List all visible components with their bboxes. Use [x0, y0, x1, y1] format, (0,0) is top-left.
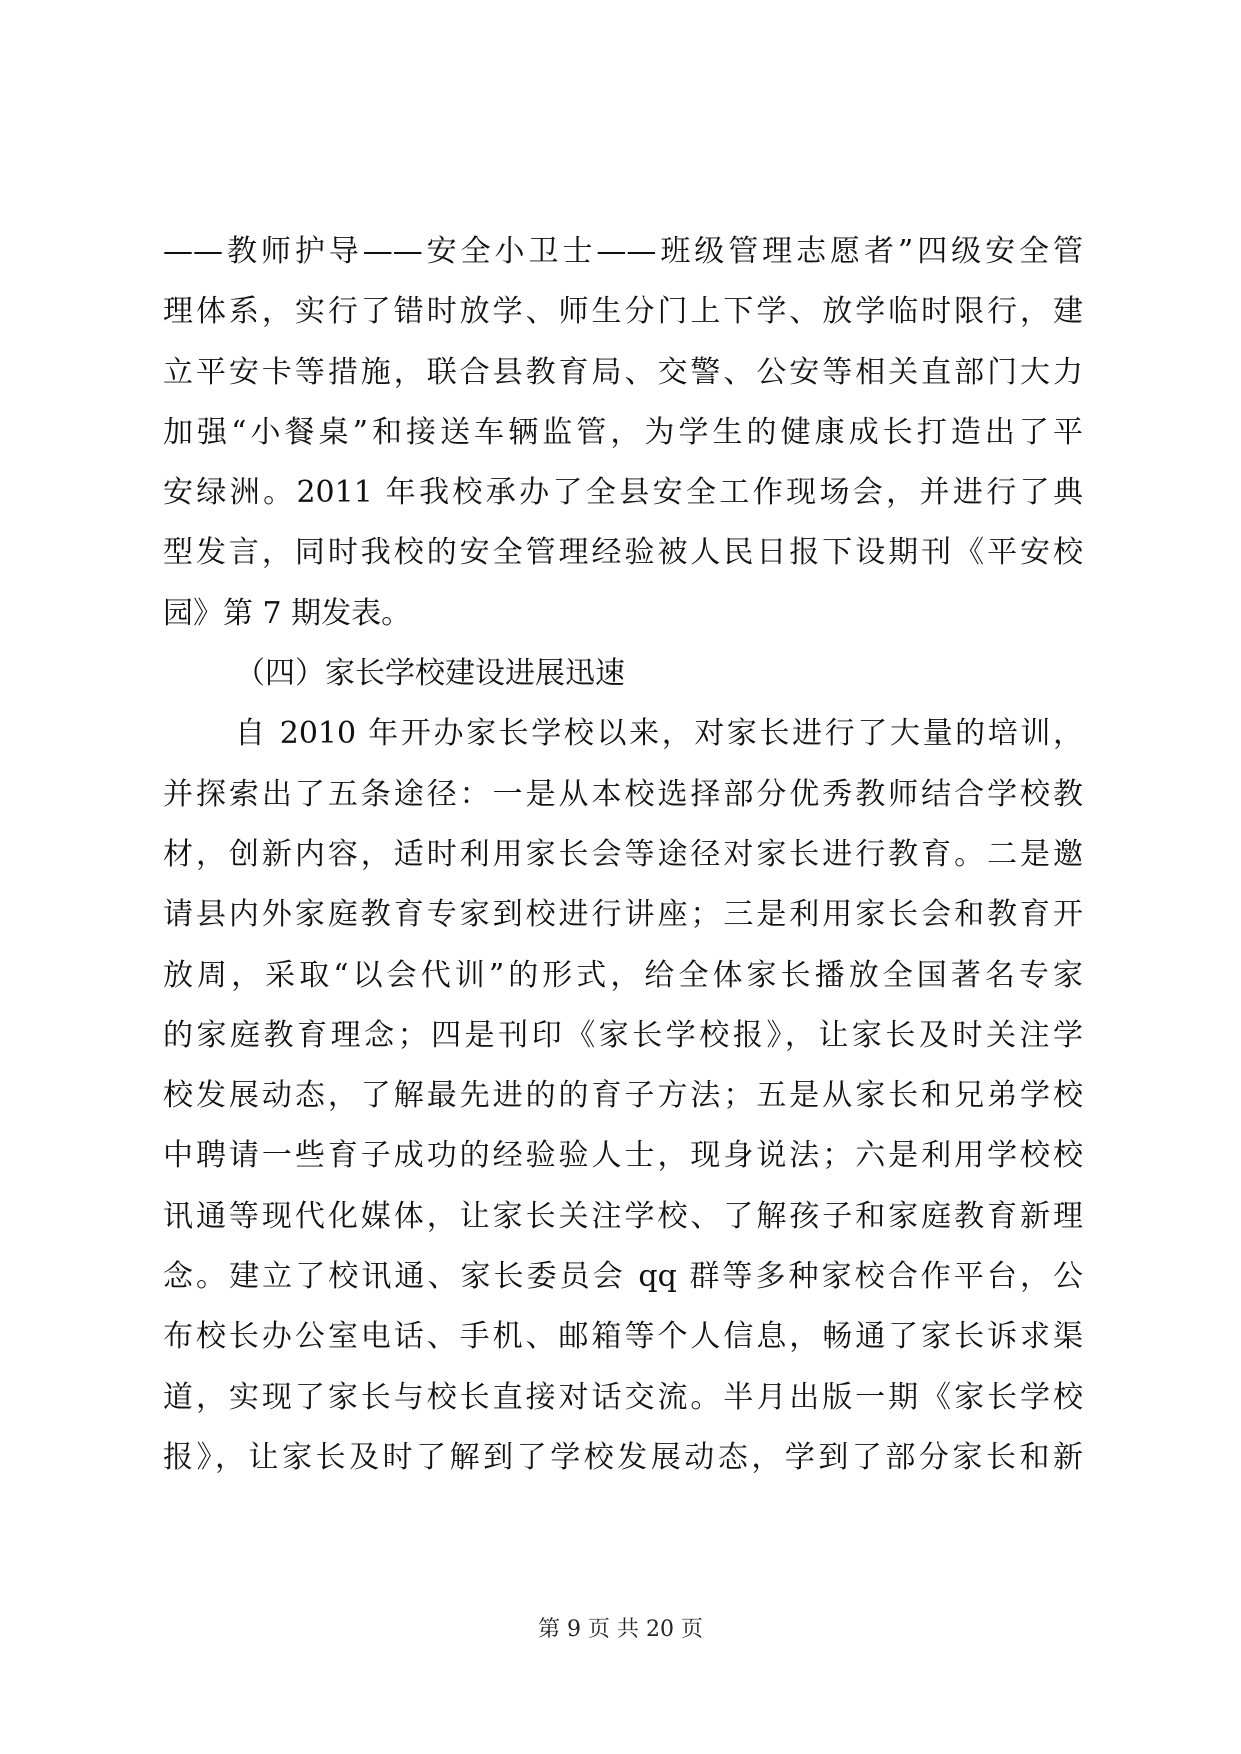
text-line: 安绿洲。2011 年我校承办了全县安全工作现场会，并进行了典 — [163, 475, 1083, 511]
text-line: 放周，采取“以会代训”的形式，给全体家长播放全国著名专家 — [163, 957, 1083, 993]
text-line: 校发展动态，了解最先进的的育子方法；五是从家长和兄弟学校 — [163, 1078, 1083, 1114]
text-line: 报》，让家长及时了解到了学校发展动态，学到了部分家长和新 — [163, 1439, 1083, 1475]
text-line: 中聘请一些育子成功的经验验人士，现身说法；六是利用学校校 — [163, 1138, 1083, 1174]
text-line: ——教师护导——安全小卫士——班级管理志愿者”四级安全管 — [163, 234, 1083, 269]
paragraph-first-line: 自 2010 年开办家长学校以来，对家长进行了大量的培训， — [235, 716, 1083, 752]
text-line: 讯通等现代化媒体，让家长关注学校、了解孩子和家庭教育新理 — [163, 1198, 1083, 1234]
text-line: 型发言，同时我校的安全管理经验被人民日报下设期刊《平安校 — [163, 535, 1083, 571]
text-line: 的家庭教育理念；四是刊印《家长学校报》，让家长及时关注学 — [163, 1017, 1083, 1053]
text-line: 园》第 7 期发表。 — [163, 595, 412, 631]
text-line: 加强“小餐桌”和接送车辆监管，为学生的健康成长打造出了平 — [163, 414, 1083, 450]
page-number-footer: 第 9 页 共 20 页 — [538, 1617, 703, 1642]
text-line: 立平安卡等措施，联合县教育局、交警、公安等相关直部门大力 — [163, 354, 1083, 390]
document-body — [163, 222, 1083, 1488]
text-line: 请县内外家庭教育专家到校进行讲座；三是利用家长会和教育开 — [163, 897, 1083, 933]
text-line: 道，实现了家长与校长直接对话交流。半月出版一期《家长学校 — [163, 1379, 1083, 1415]
text-line: 材，创新内容，适时利用家长会等途径对家长进行教育。二是邀 — [163, 836, 1083, 872]
section-heading: （四）家长学校建设进展迅速 — [235, 656, 625, 692]
text-line: 念。建立了校讯通、家长委员会 qq 群等多种家校合作平台，公 — [163, 1259, 1083, 1295]
text-line: 理体系，实行了错时放学、师生分门上下学、放学临时限行，建 — [163, 294, 1083, 330]
text-line: 布校长办公室电话、手机、邮箱等个人信息，畅通了家长诉求渠 — [163, 1319, 1083, 1355]
text-line: 并探索出了五条途径：一是从本校选择部分优秀教师结合学校教 — [163, 776, 1083, 812]
